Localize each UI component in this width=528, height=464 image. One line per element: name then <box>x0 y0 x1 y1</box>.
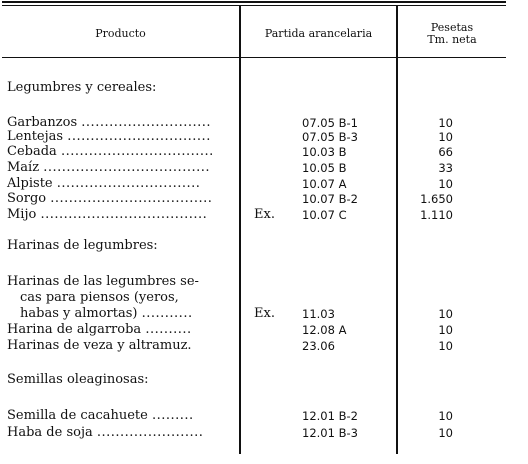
price: 10 <box>438 130 453 144</box>
price: 66 <box>438 145 453 159</box>
product-name: Sorgo <box>7 191 47 206</box>
section-title-semillas-oleaginosas: Semillas oleaginosas: <box>7 372 149 387</box>
product-name: Semilla de cacahuete <box>7 408 148 423</box>
leader-dots: .................................... <box>43 160 210 175</box>
leader-dots: .......... <box>145 322 192 337</box>
tariff-code: 07.05 B-1 <box>302 116 358 130</box>
leader-dots: ............................ <box>81 115 212 130</box>
price: 1.110 <box>420 208 453 222</box>
header-bottom-rule <box>2 57 506 58</box>
price: 10 <box>438 116 453 130</box>
header-pesetas: Pesetas <box>430 21 474 34</box>
tariff-code: 11.03 <box>302 307 335 321</box>
leader-dots: ........... <box>141 306 193 321</box>
product-name: Garbanzos <box>7 115 78 130</box>
product-name: Harinas de veza y altramuz. <box>7 338 192 353</box>
tariff-code: 12.08 A <box>302 323 347 337</box>
leader-dots: ............................... <box>56 176 201 191</box>
section-title-legumbres-cereales: Legumbres y cereales: <box>7 80 157 95</box>
product-name-line-1: Harinas de las legumbres se- <box>7 274 199 289</box>
leader-dots: .................................... <box>40 207 208 222</box>
ex-prefix: Ex. <box>254 306 275 321</box>
tariff-code: 12.01 B-3 <box>302 426 358 440</box>
product-name: Lentejas <box>7 129 64 144</box>
leader-dots: ................................. <box>60 144 214 159</box>
product-name-line-3: habas y almortas) <box>20 306 138 321</box>
column-divider-1 <box>239 6 241 454</box>
top-double-rule-1 <box>2 1 506 3</box>
price: 10 <box>438 323 453 337</box>
price: 10 <box>438 409 453 423</box>
price: 10 <box>438 339 453 353</box>
product-name: Mijo <box>7 207 37 222</box>
tariff-code: 10.03 B <box>302 145 347 159</box>
tariff-code: 10.05 B <box>302 161 347 175</box>
tariff-code: 10.07 C <box>302 208 347 222</box>
product-name: Alpiste <box>7 176 53 191</box>
price: 33 <box>438 161 453 175</box>
product-name: Cebada <box>7 144 57 159</box>
product-name-line-2: cas para piensos (yeros, <box>20 290 179 305</box>
header-producto: Producto <box>95 27 146 40</box>
section-title-harinas-legumbres: Harinas de legumbres: <box>7 238 158 253</box>
tariff-code: 10.07 A <box>302 177 347 191</box>
price: 10 <box>438 307 453 321</box>
tariff-code: 12.01 B-2 <box>302 409 358 423</box>
leader-dots: ......... <box>152 408 194 423</box>
top-double-rule-2 <box>2 5 506 6</box>
product-name: Harina de algarroba <box>7 322 142 337</box>
price: 10 <box>438 177 453 191</box>
tariff-code: 10.07 B-2 <box>302 192 358 206</box>
leader-dots: ....................... <box>96 425 204 440</box>
leader-dots: ................................... <box>50 191 213 206</box>
header-partida-arancelaria: Partida arancelaria <box>264 27 373 40</box>
price: 10 <box>438 426 453 440</box>
product-name: Haba de soja <box>7 425 93 440</box>
ex-prefix: Ex. <box>254 207 275 222</box>
column-divider-2 <box>396 6 398 454</box>
product-name: Maíz <box>7 160 40 175</box>
leader-dots: ............................... <box>67 129 211 144</box>
header-tm-neta: Tm. neta <box>427 33 477 46</box>
price: 1.650 <box>420 192 453 206</box>
tariff-code: 07.05 B-3 <box>302 130 358 144</box>
tariff-code: 23.06 <box>302 339 335 353</box>
